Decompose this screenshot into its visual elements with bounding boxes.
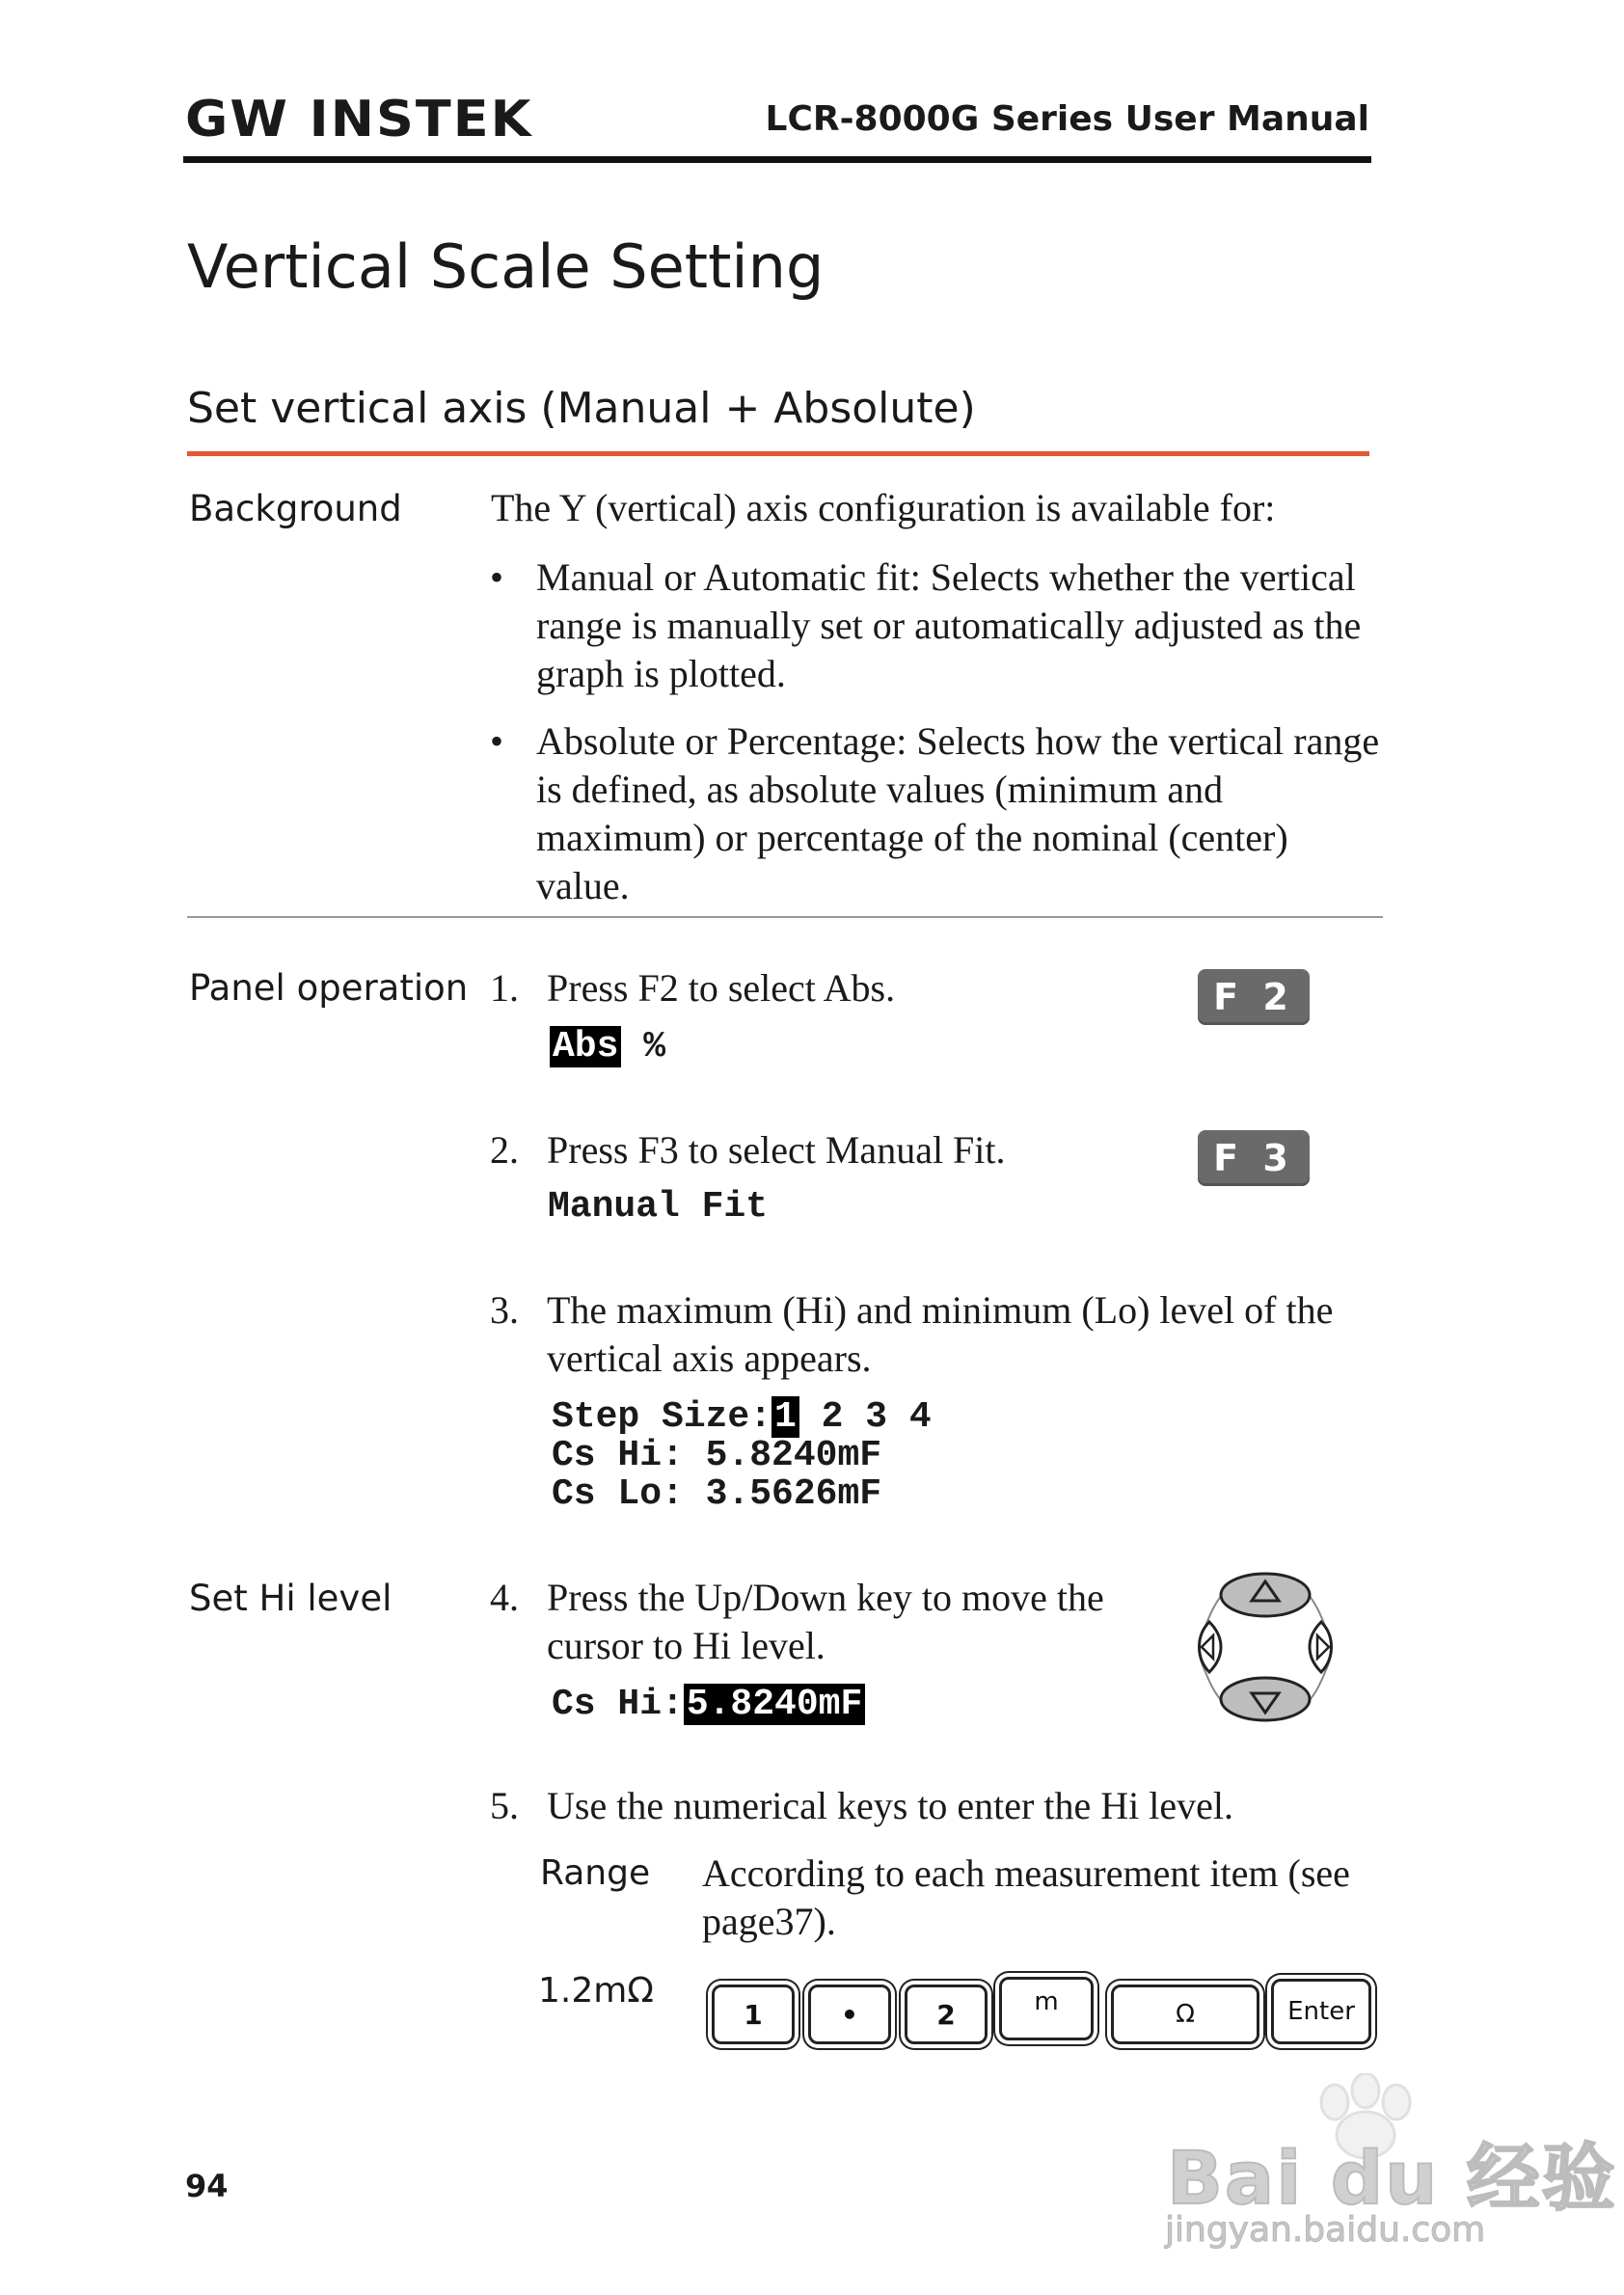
bullet-absolute-percentage: Absolute or Percentage: Selects how the vertical range is defined, as absolute values (minimum and maximum) or percentage of the nominal (center) value. — [536, 719, 1380, 907]
bullet-dot: • — [490, 555, 504, 599]
bullet-manual-fit: Manual or Automatic fit: Selects whether the vertical range is manually set or automatically adjusted as the graph is plotted. — [536, 555, 1362, 695]
lcd-hi-selected-value: 5.8240mF — [684, 1684, 865, 1725]
step-text: The maximum (Hi) and minimum (Lo) level of the vertical axis appears. — [547, 1288, 1334, 1380]
lcd-lo-line: Cs Lo: 3.5626mF — [552, 1473, 882, 1515]
lcd-step-others: 2 3 4 — [821, 1396, 932, 1438]
range-text: According to each measurement item (see page37). — [702, 1851, 1350, 1943]
background-intro: The Y (vertical) axis configuration is available for: — [491, 486, 1276, 529]
step-text: Use the numerical keys to enter the Hi level. — [547, 1784, 1233, 1827]
f3-key[interactable]: F 3 — [1198, 1130, 1310, 1186]
f2-key[interactable]: F 2 — [1198, 969, 1310, 1025]
key-1[interactable]: 1 — [712, 1984, 795, 2044]
step-number: 5. — [490, 1784, 519, 1827]
step-text: Press F2 to select Abs. — [547, 966, 896, 1010]
range-label: Range — [540, 1853, 651, 1893]
watermark-url: jingyan.baidu.com — [1165, 2210, 1486, 2250]
lcd-hi-lo-display — [552, 1398, 932, 1514]
lcd-hi-line: Cs Hi: 5.8240mF — [552, 1435, 882, 1476]
lcd-hi-label: Cs Hi: — [552, 1684, 684, 1725]
step-number: 1. — [490, 966, 519, 1010]
step-text: Press the Up/Down key to move the cursor to Hi level. — [547, 1576, 1104, 1667]
section-accent-rule — [187, 451, 1369, 456]
step-text: Press F3 to select Manual Fit. — [547, 1128, 1006, 1172]
lcd-manual-fit: Manual Fit — [548, 1186, 769, 1228]
key-ohm[interactable]: Ω — [1111, 1984, 1259, 2044]
manual-title: LCR-8000G Series User Manual — [765, 99, 1369, 139]
lcd-step-size-line — [552, 1398, 932, 1437]
example-value-label: 1.2mΩ — [538, 1971, 654, 2011]
arrow-keypad-icon[interactable] — [1188, 1568, 1342, 1726]
lcd-step-label: Step Size: — [552, 1396, 772, 1438]
lcd-hi-value — [552, 1686, 865, 1724]
key-2[interactable]: 2 — [905, 1984, 988, 2044]
bullet-dot: • — [490, 719, 504, 763]
step-number: 3. — [490, 1288, 519, 1332]
page-number: 94 — [185, 2168, 229, 2204]
lcd-abs-display — [550, 1028, 665, 1066]
key-milli[interactable]: m — [999, 1977, 1094, 2040]
lcd-selected-abs: Abs — [550, 1026, 621, 1067]
header-rule — [183, 156, 1371, 163]
set-hi-level-label: Set Hi level — [189, 1578, 392, 1619]
key-decimal-point[interactable]: • — [808, 1984, 891, 2044]
lcd-percent-option: % — [643, 1026, 666, 1067]
key-enter[interactable]: Enter — [1271, 1979, 1371, 2044]
step-number: 4. — [490, 1576, 519, 1619]
step-number: 2. — [490, 1128, 519, 1172]
lcd-step-selected: 1 — [771, 1396, 799, 1438]
page-title: Vertical Scale Setting — [187, 231, 825, 302]
section-title: Set vertical axis (Manual + Absolute) — [187, 384, 976, 433]
panel-operation-label: Panel operation — [189, 967, 469, 1009]
watermark-text: Bai du 经验 — [1167, 2135, 1617, 2221]
brand-logo: GW INSTEK — [185, 90, 533, 148]
background-label: Background — [189, 488, 402, 529]
section-divider — [187, 916, 1383, 918]
